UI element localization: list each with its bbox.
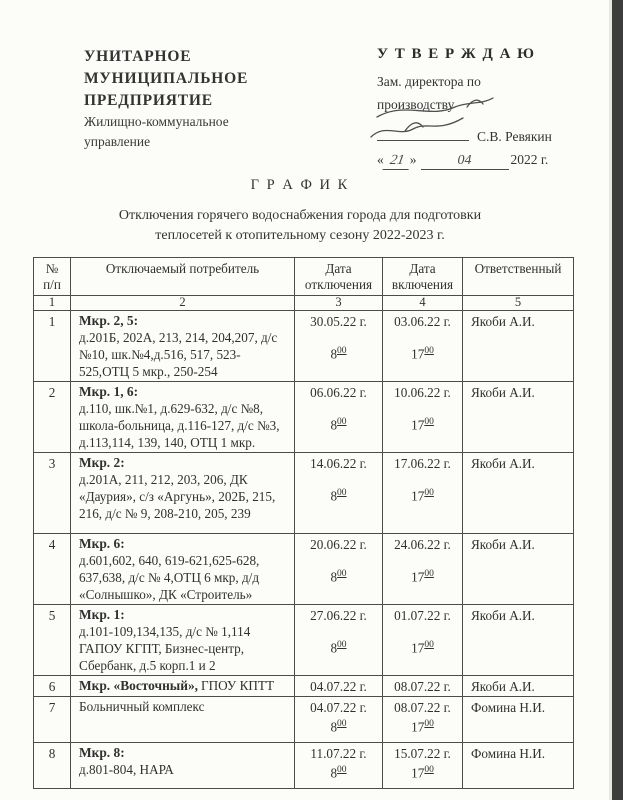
off-time: $8^{00}$	[330, 488, 347, 504]
org-name-line3: ПРЕДПРИЯТИЕ	[84, 92, 213, 109]
off-date-cell	[295, 605, 383, 676]
consumer-group: Мкр. 6:	[79, 536, 125, 551]
column-number-row	[34, 296, 574, 311]
table-row	[34, 676, 574, 697]
off-date: 11.07.22 г.	[310, 746, 367, 761]
off-date: 04.07.22 г.	[310, 679, 367, 694]
consumer-group: Мкр. 1, 6:	[79, 384, 139, 399]
on-date: 08.07.22 г.	[394, 700, 451, 715]
off-date-cell	[295, 382, 383, 453]
row-number: 1	[34, 311, 71, 382]
col-number: 4	[383, 296, 463, 311]
responsible-person: Фомина Н.И.	[463, 743, 574, 789]
consumer-cell	[71, 311, 295, 382]
on-time: $17^{00}$	[411, 640, 434, 656]
consumer-cell	[71, 605, 295, 676]
on-time: $17^{00}$	[411, 346, 434, 362]
off-date-cell	[295, 311, 383, 382]
off-date-cell	[295, 676, 383, 697]
row-number: 4	[34, 534, 71, 605]
approval-date-line	[377, 152, 597, 170]
header-num: № п/п	[34, 258, 71, 296]
org-name-line1: УНИТАРНОЕ	[84, 48, 192, 65]
subtitle-line1: Отключения горячего водоснабжения города для подготовки	[118, 208, 482, 223]
off-date: 06.06.22 г.	[310, 385, 367, 400]
off-date: 27.06.22 г.	[310, 608, 367, 623]
quote-close: »	[409, 152, 417, 167]
on-date: 08.07.22 г.	[394, 679, 451, 694]
shutdown-schedule-table	[33, 257, 574, 789]
approval-title: У Т В Е Р Ж Д А Ю	[377, 46, 536, 62]
org-name-line2: МУНИЦИПАЛЬНОЕ	[84, 70, 249, 87]
on-date: 24.06.22 г.	[394, 537, 451, 552]
approval-role-word: производству	[377, 97, 455, 112]
on-date: 15.07.22 г.	[394, 746, 451, 761]
responsible-person: Якоби А.И.	[463, 311, 574, 382]
consumer-list: д.801-804, НАРА	[79, 762, 174, 777]
off-date-cell	[295, 534, 383, 605]
consumer-cell	[71, 453, 295, 534]
off-time: $8^{00}$	[330, 719, 347, 735]
table-row	[34, 605, 574, 676]
off-date-cell	[295, 697, 383, 743]
on-time: $17^{00}$	[411, 765, 434, 781]
row-number: 6	[34, 676, 71, 697]
table-row	[34, 743, 574, 789]
document-subtitle	[0, 206, 600, 246]
off-time: $8^{00}$	[330, 765, 347, 781]
responsible-person: Якоби А.И.	[463, 605, 574, 676]
subtitle-line2: теплосетей к отопительному сезону 2022-2023 г.	[155, 228, 445, 243]
col-number: 1	[34, 296, 71, 311]
off-date: 20.06.22 г.	[310, 537, 367, 552]
on-date: 03.06.22 г.	[394, 314, 451, 329]
consumer-list: д.101-109,134,135, д/с № 1,114 ГАПОУ КГПТ, Бизнес-центр, Сбербанк, д.5 корп.1 и 2	[79, 624, 251, 673]
responsible-person: Фомина Н.И.	[463, 697, 574, 743]
handwritten-month: 04	[457, 153, 472, 168]
consumer-list: Больничный комплекс	[79, 699, 205, 714]
off-date-cell	[295, 453, 383, 534]
header-off-date: Дата отключения	[295, 258, 383, 296]
org-dept-line2: управление	[84, 134, 151, 149]
row-number: 7	[34, 697, 71, 743]
on-time: $17^{00}$	[411, 417, 434, 433]
consumer-group: Мкр. 1:	[79, 607, 125, 622]
off-time: $8^{00}$	[330, 417, 347, 433]
consumer-cell	[71, 697, 295, 743]
approver-name: С.В. Ревякин	[477, 129, 552, 144]
on-date-cell	[383, 676, 463, 697]
organization-block	[84, 46, 248, 152]
row-number: 2	[34, 382, 71, 453]
approval-year: 2022 г.	[510, 152, 549, 167]
signature-icon	[365, 109, 469, 143]
responsible-person: Якоби А.И.	[463, 534, 574, 605]
off-time: $8^{00}$	[330, 569, 347, 585]
responsible-person: Якоби А.И.	[463, 676, 574, 697]
consumer-list: ГПОУ КПТТ	[201, 678, 274, 693]
table-row	[34, 382, 574, 453]
signature-line	[377, 129, 597, 145]
handwritten-day: 21	[382, 153, 411, 170]
responsible-person: Якоби А.И.	[463, 382, 574, 453]
consumer-cell	[71, 382, 295, 453]
on-time: $17^{00}$	[411, 488, 434, 504]
on-date-cell	[383, 311, 463, 382]
on-date-cell	[383, 605, 463, 676]
off-time: $8^{00}$	[330, 346, 347, 362]
on-date: 10.06.22 г.	[394, 385, 451, 400]
on-time: $17^{00}$	[411, 569, 434, 585]
col-number: 3	[295, 296, 383, 311]
table-row	[34, 311, 574, 382]
off-date: 14.06.22 г.	[310, 456, 367, 471]
off-date: 04.07.22 г.	[310, 700, 367, 715]
approval-block	[377, 46, 597, 170]
org-dept-line1: Жилищно-коммунальное	[84, 114, 229, 129]
consumer-cell	[71, 743, 295, 789]
header-consumer: Отключаемый потребитель	[71, 258, 295, 296]
col-number: 5	[463, 296, 574, 311]
consumer-list: д.201Б, 202А, 213, 214, 204,207, д/с №10, шк.№4,д.516, 517, 523-525,ОТЦ 5 мкр., 250-254	[79, 330, 278, 379]
row-number: 3	[34, 453, 71, 534]
off-date-cell	[295, 743, 383, 789]
header-responsible: Ответственный	[463, 258, 574, 296]
on-date-cell	[383, 697, 463, 743]
document-title: Г Р А Ф И К	[250, 177, 350, 193]
scan-edge-strip	[612, 0, 623, 800]
on-date-cell	[383, 534, 463, 605]
off-time: $8^{00}$	[330, 640, 347, 656]
consumer-group: Мкр. «Восточный»,	[79, 678, 198, 693]
row-number: 5	[34, 605, 71, 676]
quote-open: «	[377, 152, 384, 167]
table-header-row	[34, 258, 574, 296]
table-row	[34, 453, 574, 534]
on-date: 01.07.22 г.	[394, 608, 451, 623]
responsible-person: Якоби А.И.	[463, 453, 574, 534]
off-date: 30.05.22 г.	[310, 314, 367, 329]
consumer-list: д.201А, 211, 212, 203, 206, ДК «Даурия», с/з «Аргунь», 202Б, 215, 216, д/с № 9, 208-210, 205, 239	[79, 472, 276, 521]
row-number: 8	[34, 743, 71, 789]
table-row	[34, 697, 574, 743]
table-row	[34, 534, 574, 605]
consumer-cell	[71, 676, 295, 697]
approval-role-line1: Зам. директора по	[377, 74, 481, 89]
on-date-cell	[383, 382, 463, 453]
consumer-list: д.110, шк.№1, д.629-632, д/с №8, школа-больница, д.116-127, д/с №3, д.113,114, 139, 140, ОТЦ 1 мкр.	[79, 401, 280, 450]
col-number: 2	[71, 296, 295, 311]
consumer-group: Мкр. 2, 5:	[79, 313, 139, 328]
on-date: 17.06.22 г.	[394, 456, 451, 471]
consumer-list: д.601,602, 640, 619-621,625-628, 637,638, д/с № 4,ОТЦ 6 мкр, д/д «Солнышко», ДК «Строитель»	[79, 553, 260, 602]
header-on-date: Дата включения	[383, 258, 463, 296]
consumer-cell	[71, 534, 295, 605]
consumer-group: Мкр. 2:	[79, 455, 125, 470]
on-date-cell	[383, 453, 463, 534]
consumer-group: Мкр. 8:	[79, 745, 125, 760]
on-date-cell	[383, 743, 463, 789]
on-time: $17^{00}$	[411, 719, 434, 735]
